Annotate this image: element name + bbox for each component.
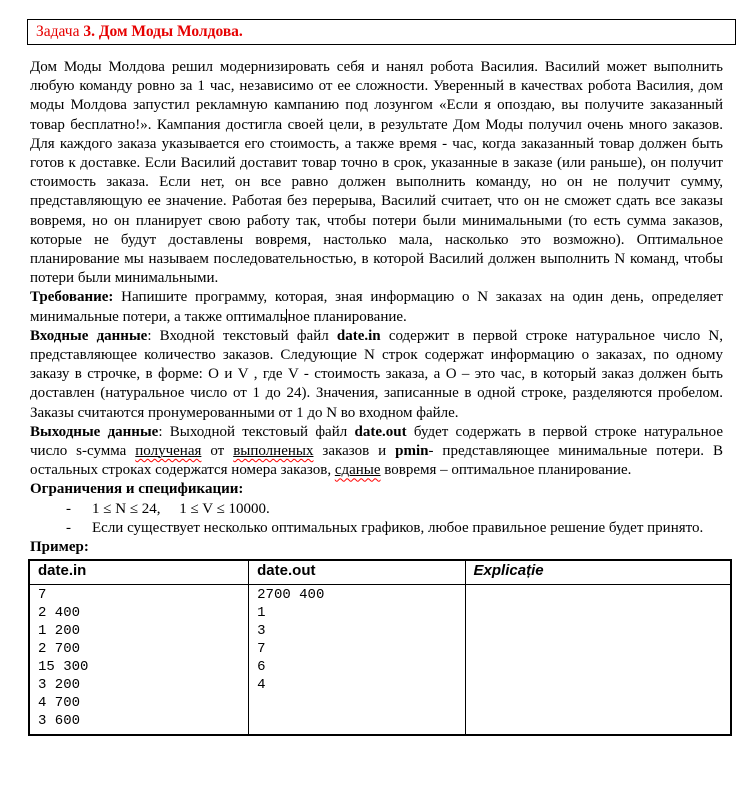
date-in-line: 4 700 [38,695,81,712]
requirement-label: Требование: [30,289,114,306]
list-item [30,519,723,538]
task-title-box [27,19,736,45]
date-in-line: 3 200 [38,677,81,694]
paragraph-intro [30,58,723,288]
task-title-prefix: Задача [36,23,84,40]
misspelled-word-2: выполненых [233,443,314,460]
paragraph-input-data [30,327,723,423]
list-item-text: Если существует несколько оптимальных графиков, любое правильное решение будет принято. [92,519,704,536]
requirement-text-a: Напишите программу, которая, зная информацию о N заказах на один день, определяет минимальные потери, а также оптималь [30,289,723,325]
requirement-text-b: ное планирование. [287,308,407,325]
paragraph-requirement [30,288,723,326]
example-heading [30,538,723,557]
date-out-line: 7 [257,641,266,658]
output-file-name: date.out [354,423,407,440]
table-body-row [29,585,731,736]
input-data-label: Входные данные [30,327,148,344]
pmin-term: pmin [395,443,429,460]
date-in-line: 7 [38,587,47,604]
list-item-text: 1 ≤ N ≤ 24, 1 ≤ V ≤ 10000. [92,500,270,517]
table-cell-explicatie [465,585,731,736]
table-cell-date-in [29,585,249,736]
table-header-row [29,560,731,585]
intro-text: Дом Моды Молдова решил модернизировать себя и нанял робота Василия. Василий может выполнить любую команду ровно за 1 час, независимо от ее сложности. Уверенный в качествах робота Василия, дом моды Молдова запустил рекламную кампанию под лозунгом «Если я опоздаю, вы получите заказанный товар бесплатно!». Кампания достигла своей цели, в результате Дом Моды получил очень много заказов. Для каждого заказа указывается его стоимость, а также время - час, когда заказанный товар должен быть готов к доставке. Если Василий доставит товар точно в срок, указанные в заказе (или раньше), он получит стоимость заказа. Если нет, он все равно должен выполнить команду, но он не получит сумму, представляющую ее значение. Работая без перерыва, Василий считает, что он не сможет сдать все заказы вовремя, но он планирует свою работу так, чтобы потери были минимальными (то есть сумма заказов, которые не будут доставлены вовремя, настолько мала, насколько это возможно). Оптимальное планирование мы называем последовательностью, в которой Василий должен выполнить N команд, чтобы потери были минимальными. [30,59,723,287]
output-data-colon: : Выходной текстовый файл [158,423,355,440]
output-data-label: Выходные данные [30,423,159,440]
example-label: Пример: [30,539,89,556]
date-in-line: 15 300 [38,659,89,676]
output-data-text-2: от [201,443,234,460]
misspelled-word-3: сданые [334,462,381,479]
input-data-text: содержит в первой строке натуральное число N, представляющее количество заказов. Следующие N строк содержат информацию о заказах, по одному заказу в строчке, в форме: O и V , где V - стоимость заказа, а O – это час, в который заказ должен быть доставлен (натуральное число от 1 до 24). Значения, записанные в одной строке, разделяются пробелом. Заказы считаются пронумерованными от 1 до N во входном файле. [30,327,723,421]
output-data-text-4: - представляющее минимальные потери. В остальных строках содержатся номера заказов, [30,443,723,479]
constraints-heading [30,480,723,499]
output-data-text-3: заказов и [313,443,396,460]
example-table [28,559,732,736]
date-out-line: 6 [257,659,266,676]
table-cell-date-out [249,585,465,736]
constraints-label: Ограничения и спецификации: [30,481,244,498]
date-in-line: 1 200 [38,623,81,640]
paragraph-output-data [30,423,723,481]
date-out-line: 1 [257,605,266,622]
misspelled-word-1: полученая [135,443,202,460]
list-item [30,500,723,519]
output-data-text-1: будет содержать в первой строке натуральное число s-сумма [30,423,723,460]
table-header-date-out: date.out [249,560,465,585]
date-out-line: 4 [257,677,266,694]
date-in-line: 2 700 [38,641,81,658]
input-file-name: date.in [336,327,381,344]
list-item-marker: - [66,500,71,517]
date-in-line: 2 400 [38,605,81,622]
list-item-marker: - [66,519,71,536]
task-title: 3. Дом Моды Молдова. [83,23,243,40]
document-body [30,58,723,557]
constraints-list [30,500,723,538]
date-out-line: 2700 400 [257,587,325,604]
date-in-line: 3 600 [38,713,81,730]
input-data-colon: : Входной текстовый файл [147,327,337,344]
date-out-line: 3 [257,623,266,640]
output-data-text-5: вовремя – оптимальное планирование. [380,462,632,479]
table-header-explicatie: Explicație [465,560,731,585]
document-page [0,19,751,787]
table-header-date-in: date.in [29,560,249,585]
